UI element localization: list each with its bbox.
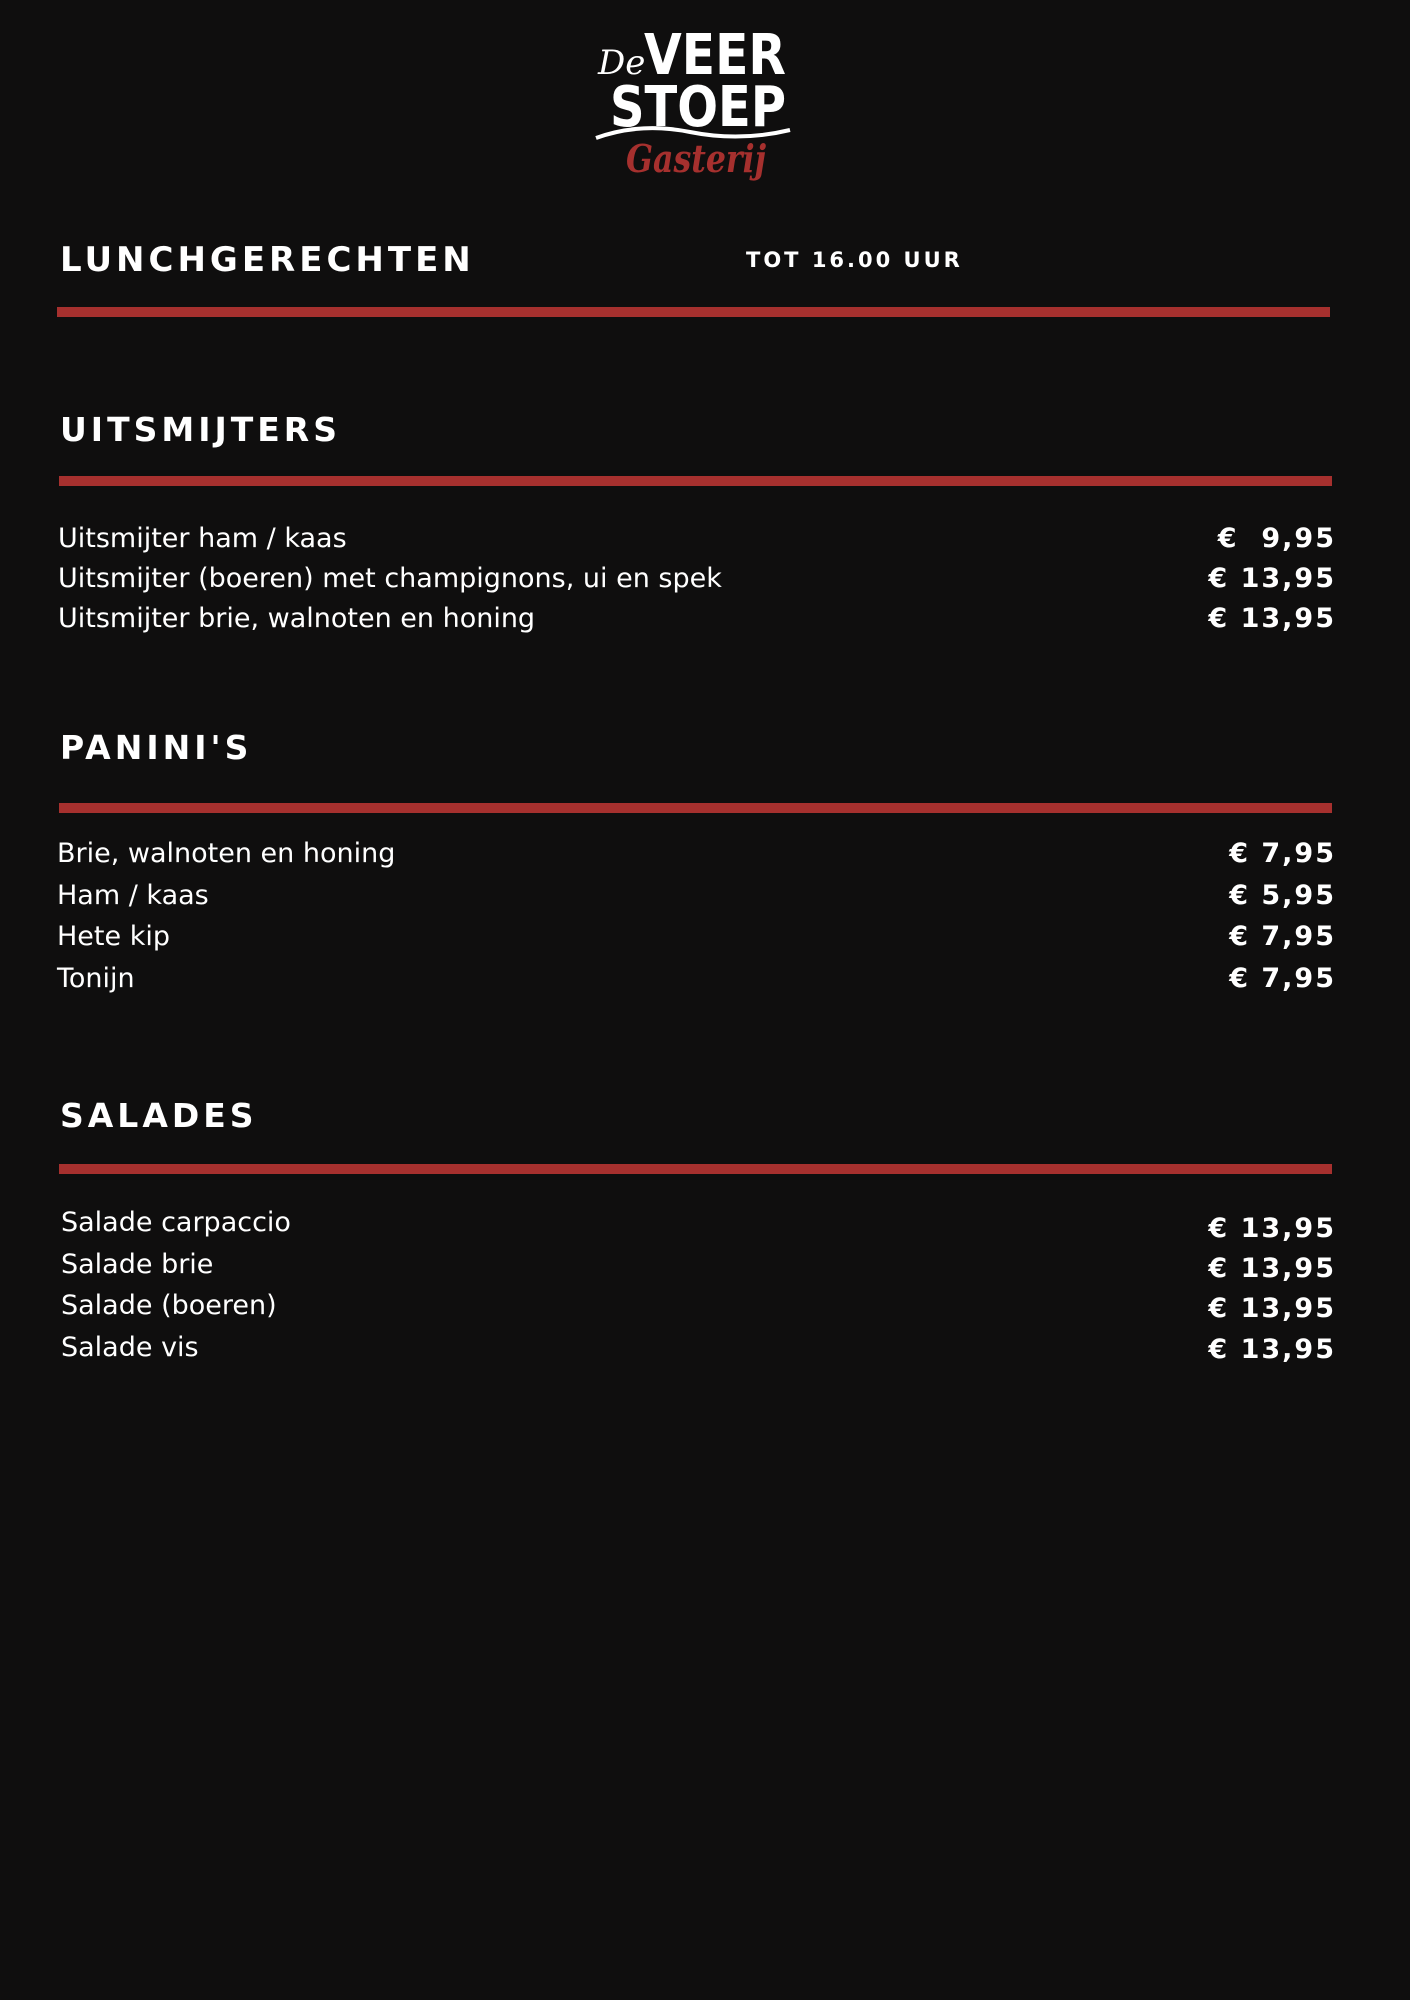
menu-list-paninis bbox=[57, 833, 1336, 999]
menu-item bbox=[58, 598, 1336, 638]
menu-item-name: Salade vis bbox=[61, 1331, 199, 1363]
section-divider-salades bbox=[59, 1164, 1332, 1174]
menu-item bbox=[57, 916, 1336, 958]
menu-item-name: Ham / kaas bbox=[57, 879, 209, 911]
opening-hours: TOT 16.00 UUR bbox=[746, 248, 963, 272]
menu-list-salades bbox=[61, 1202, 1336, 1368]
section-divider-uitsmijters bbox=[59, 476, 1332, 486]
menu-item-name: Uitsmijter (boeren) met champignons, ui en spek bbox=[58, 562, 722, 594]
section-title-paninis: PANINI'S bbox=[60, 728, 253, 767]
menu-item-price: € 7,95 bbox=[1229, 962, 1336, 994]
section-divider-paninis bbox=[59, 803, 1332, 813]
menu-item-price: € 7,95 bbox=[1229, 838, 1336, 870]
menu-item bbox=[57, 833, 1336, 875]
section-title-uitsmijters: UITSMIJTERS bbox=[60, 410, 341, 449]
menu-item-price: € 5,95 bbox=[1229, 879, 1336, 911]
restaurant-logo bbox=[590, 14, 805, 190]
header-divider bbox=[57, 307, 1330, 317]
menu-item-price: € 9,95 bbox=[1217, 522, 1336, 554]
menu-item-price: € 13,95 bbox=[1208, 1333, 1336, 1365]
menu-item-name: Hete kip bbox=[57, 921, 170, 953]
menu-item-price: € 13,95 bbox=[1208, 1252, 1336, 1284]
menu-item-name: Brie, walnoten en honing bbox=[57, 838, 396, 870]
logo-graphic bbox=[590, 14, 805, 190]
menu-item-name: Uitsmijter brie, walnoten en honing bbox=[58, 602, 536, 634]
menu-item bbox=[58, 518, 1336, 558]
menu-item bbox=[61, 1244, 1336, 1286]
menu-item-name: Uitsmijter ham / kaas bbox=[58, 522, 347, 554]
menu-item-price: € 13,95 bbox=[1208, 602, 1336, 634]
menu-item bbox=[61, 1202, 1336, 1244]
menu-item-price: € 13,95 bbox=[1208, 1293, 1336, 1325]
svg-text:STOEP: STOEP bbox=[610, 75, 786, 140]
page-title: LUNCHGERECHTEN bbox=[60, 240, 475, 280]
svg-text:VEER: VEER bbox=[644, 23, 786, 88]
menu-item bbox=[57, 875, 1336, 917]
menu-item-name: Tonijn bbox=[57, 962, 135, 994]
menu-item-name: Salade (boeren) bbox=[61, 1290, 277, 1322]
svg-text:De: De bbox=[598, 43, 646, 83]
menu-item-price: € 13,95 bbox=[1208, 562, 1336, 594]
menu-item-name: Salade brie bbox=[61, 1248, 214, 1280]
menu-item bbox=[61, 1285, 1336, 1327]
svg-text:Gasterij: Gasterij bbox=[626, 136, 767, 181]
menu-item bbox=[61, 1327, 1336, 1369]
menu-item-name: Salade carpaccio bbox=[61, 1207, 291, 1239]
menu-item-price: € 13,95 bbox=[1208, 1213, 1336, 1245]
menu-item bbox=[57, 958, 1336, 1000]
menu-list-uitsmijters bbox=[58, 518, 1336, 638]
section-title-salades: SALADES bbox=[60, 1096, 258, 1135]
menu-item bbox=[58, 558, 1336, 598]
menu-item-price: € 7,95 bbox=[1229, 921, 1336, 953]
